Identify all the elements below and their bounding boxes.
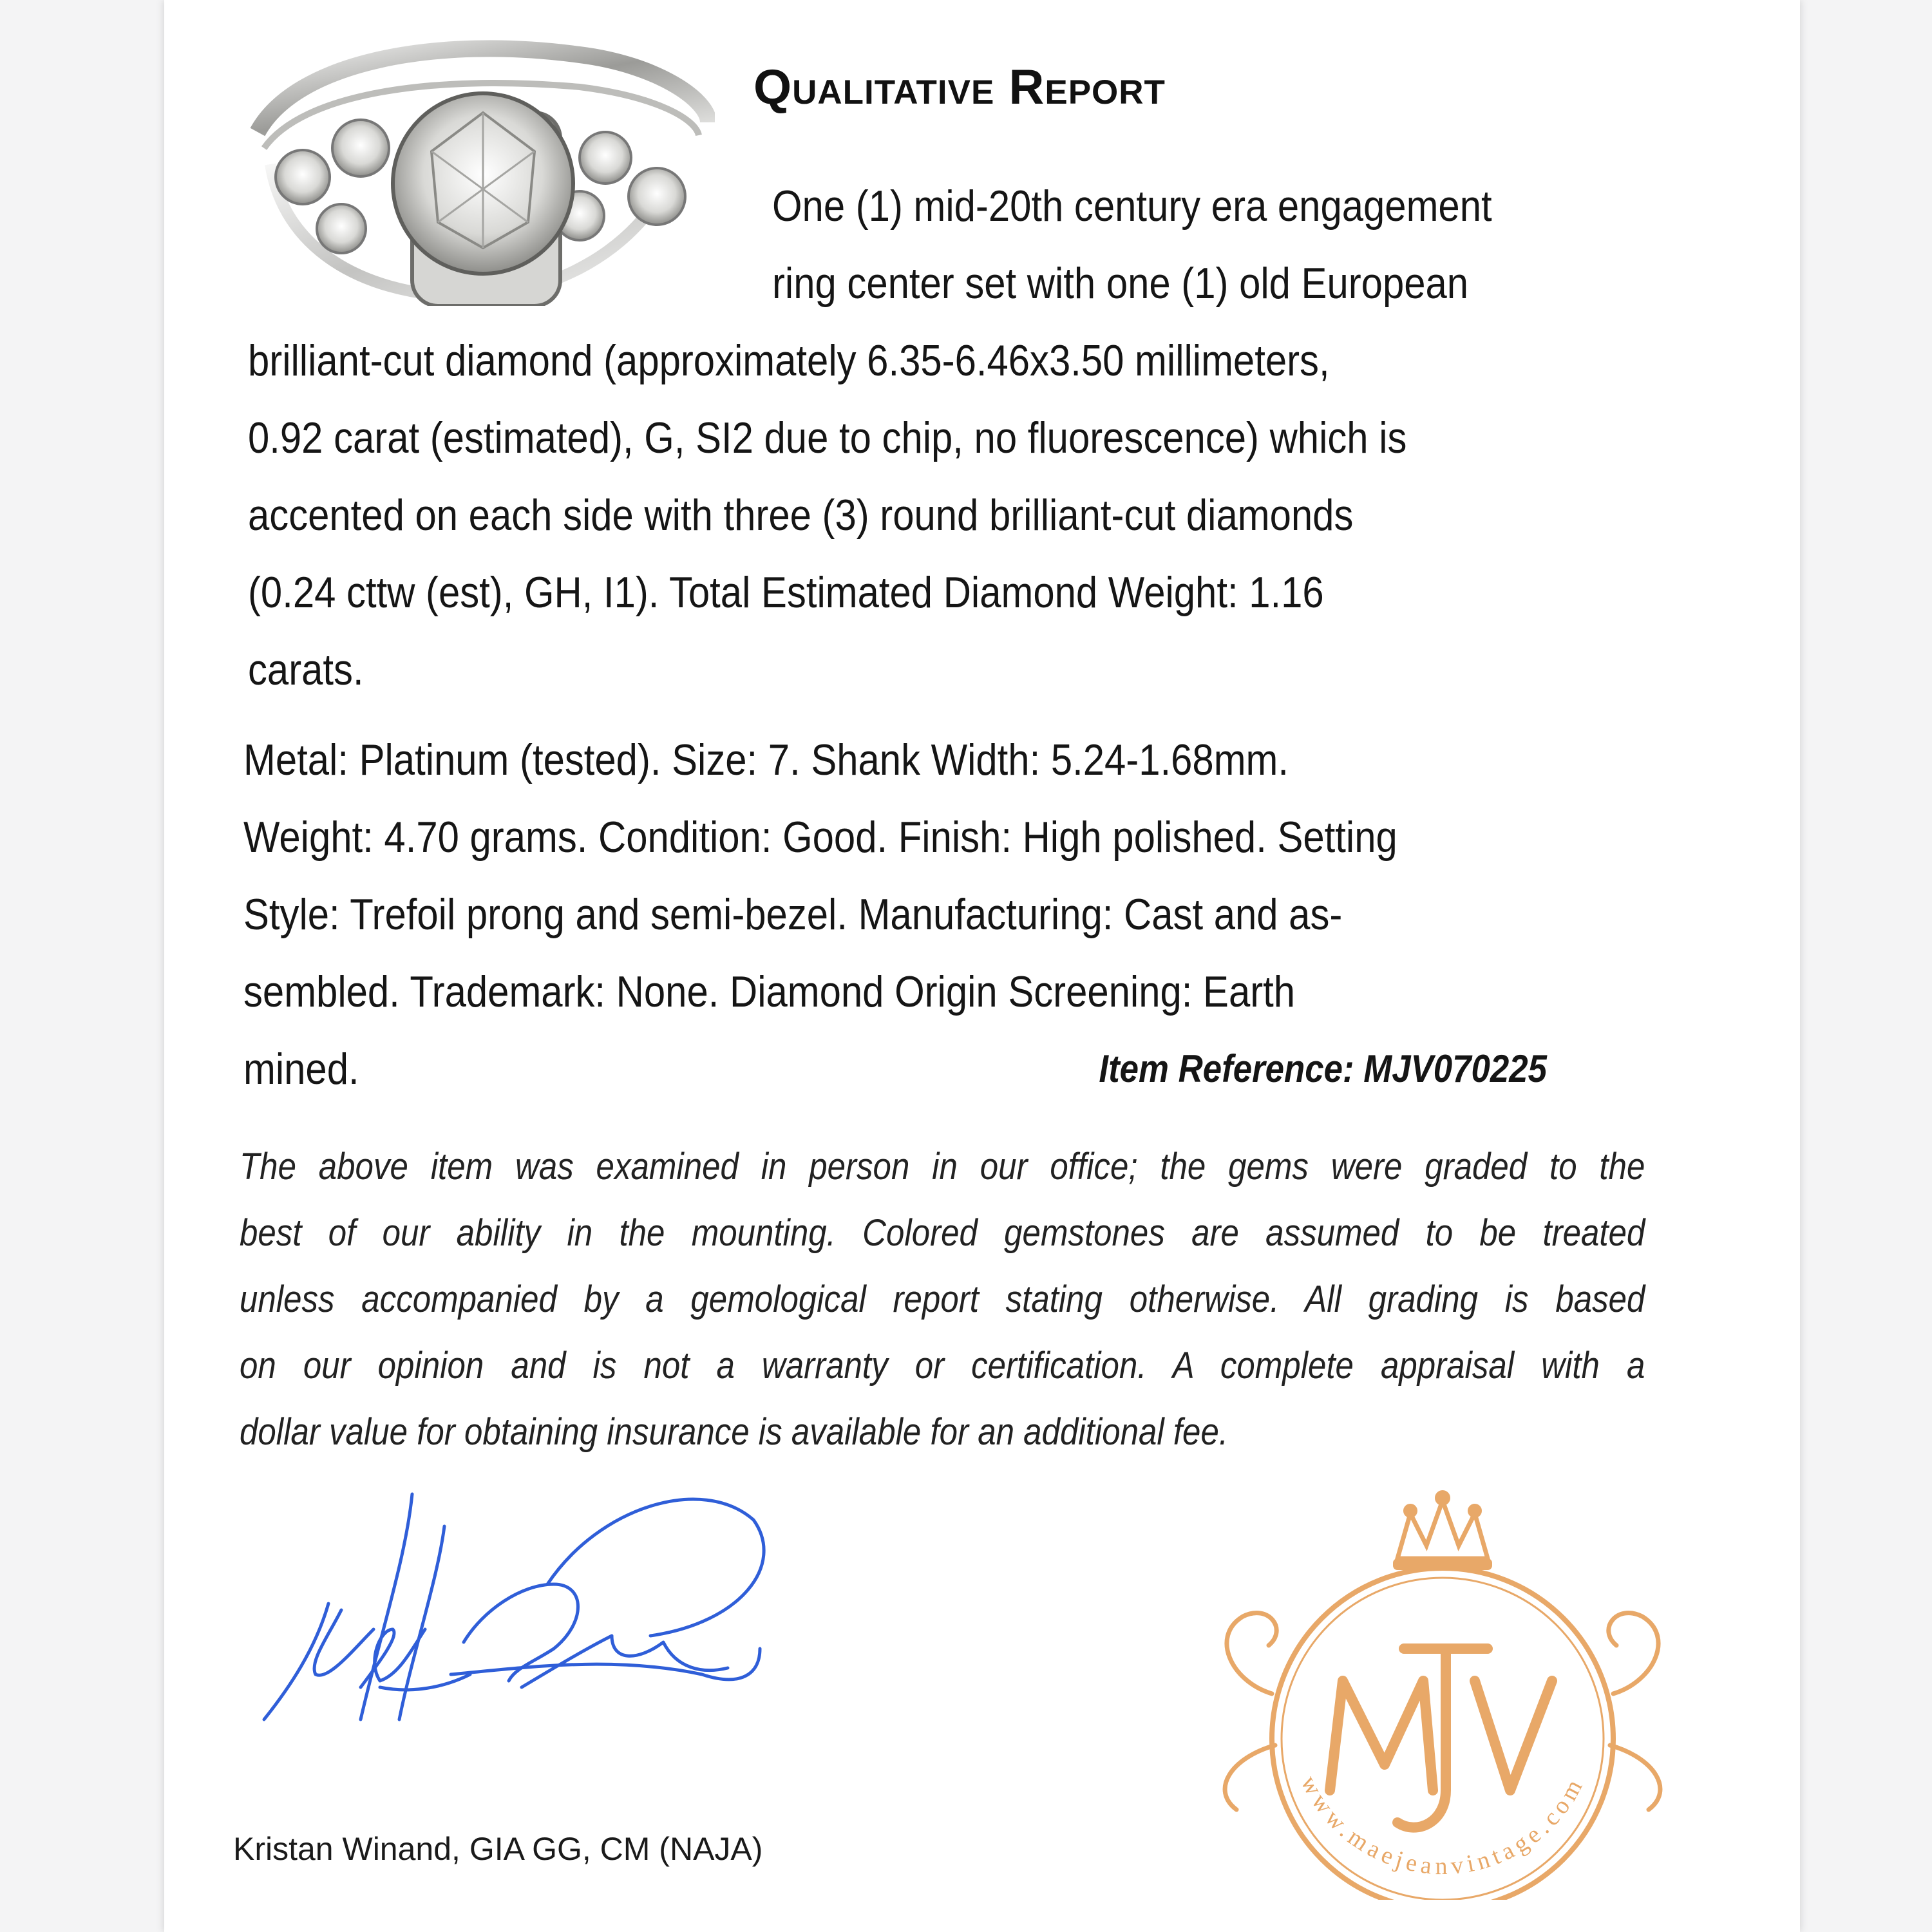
seal-website: www.maejeanvintage.com [1295, 1771, 1590, 1880]
description-line: accented on each side with three (3) round brilliant-cut diamonds [248, 491, 1354, 540]
report-title: Qualitative Report [753, 60, 1166, 115]
disclaimer [240, 1133, 1645, 1465]
signature [251, 1417, 792, 1803]
item-details [243, 721, 1547, 1108]
description-line: ring center set with one (1) old European [772, 259, 1469, 308]
details-line: Style: Trefoil prong and semi-bezel. Manufacturing: Cast and as- [243, 890, 1343, 939]
description-line: 0.92 carat (estimated), G, SI2 due to chip, no fluorescence) which is [248, 413, 1407, 462]
item-reference: Item Reference: MJV070225 [1099, 1047, 1547, 1090]
description-line: carats. [248, 645, 364, 694]
disclaimer-line: The above item was examined in person in our office; the gems were graded to the [240, 1146, 1645, 1188]
details-line: mined. [243, 1045, 359, 1094]
mjv-seal-logo [1191, 1488, 1687, 1900]
description-line: One (1) mid-20th century era engagement [772, 182, 1492, 231]
disclaimer-line: unless accompanied by a gemological report stating otherwise. All grading is based [240, 1278, 1645, 1320]
disclaimer-line: dollar value for obtaining insurance is available for an additional fee. [240, 1411, 1229, 1453]
disclaimer-line: on our opinion and is not a warranty or certification. A complete appraisal with a [240, 1345, 1645, 1387]
disclaimer-line: best of our ability in the mounting. Colored gemstones are assumed to be treated [240, 1212, 1645, 1254]
details-line: Metal: Platinum (tested). Size: 7. Shank Width: 5.24-1.68mm. [243, 735, 1289, 784]
item-description [248, 167, 1517, 708]
description-line: brilliant-cut diamond (approximately 6.35-6.46x3.50 millimeters, [248, 336, 1330, 385]
signer-name: Kristan Winand, GIA GG, CM (NAJA) [233, 1831, 763, 1867]
details-line: Weight: 4.70 grams. Condition: Good. Finish: High polished. Setting [243, 813, 1397, 862]
description-line: (0.24 cttw (est), GH, I1). Total Estimated Diamond Weight: 1.16 [248, 568, 1324, 617]
details-line: sembled. Trademark: None. Diamond Origin Screening: Earth [243, 967, 1296, 1016]
